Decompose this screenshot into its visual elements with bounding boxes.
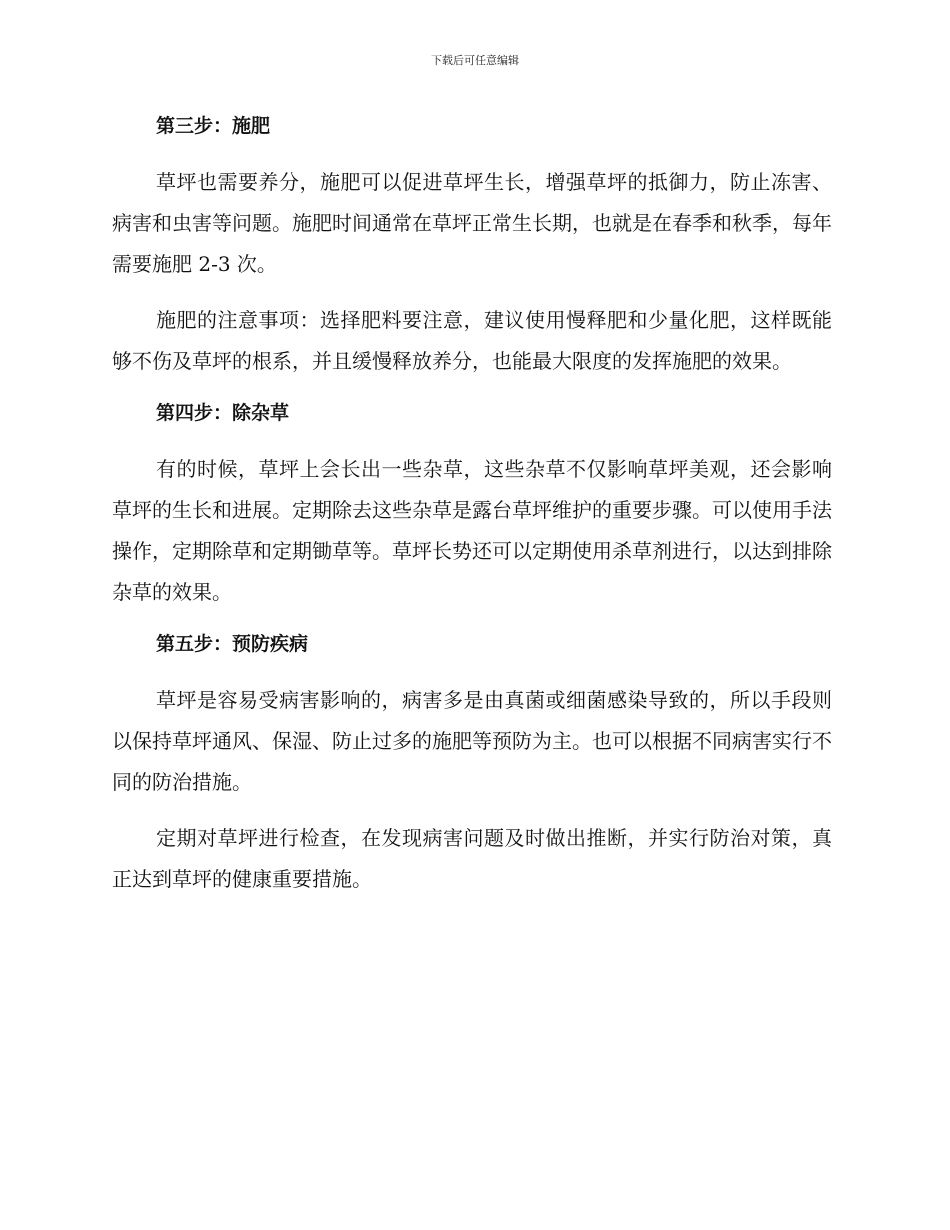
paragraph-disease-intro: 草坪是容易受病害影响的，病害多是由真菌或细菌感染导致的，所以手段则以保持草坪通风、保湿、防止过多的施肥等预防为主。也可以根据不同病害实行不同的防治措施。 [112, 688, 832, 794]
page-header: 下载后可任意编辑 [431, 54, 519, 67]
paragraph-fertilize-intro: 草坪也需要养分，施肥可以促进草坪生长，增强草坪的抵御力，防止冻害、病害和虫害等问题。施肥时间通常在草坪正常生长期，也就是在春季和秋季，每年需要施肥 2-3 次。 [112, 170, 832, 276]
paragraph-fertilize-notes: 施肥的注意事项：选择肥料要注意，建议使用慢释肥和少量化肥，这样既能够不伤及草坪的根系，并且缓慢释放养分，也能最大限度的发挥施肥的效果。 [112, 308, 832, 373]
paragraph-weeding: 有的时候，草坪上会长出一些杂草，这些杂草不仅影响草坪美观，还会影响草坪的生长和进展。定期除去这些杂草是露台草坪维护的重要步骤。可以使用手法操作，定期除草和定期锄草等。草坪长势还可以定期使用杀草剂进行，以达到排除杂草的效果。 [112, 457, 832, 604]
section-heading-weeding: 第四步：除杂草 [156, 402, 290, 424]
document-body [112, 110, 832, 915]
section-heading-fertilize: 第三步：施肥 [156, 115, 271, 137]
paragraph-disease-inspection: 定期对草坪进行检查，在发现病害问题及时做出推断，并实行防治对策，真正达到草坪的健康重要措施。 [112, 826, 832, 891]
section-heading-disease: 第五步：预防疾病 [156, 633, 309, 655]
